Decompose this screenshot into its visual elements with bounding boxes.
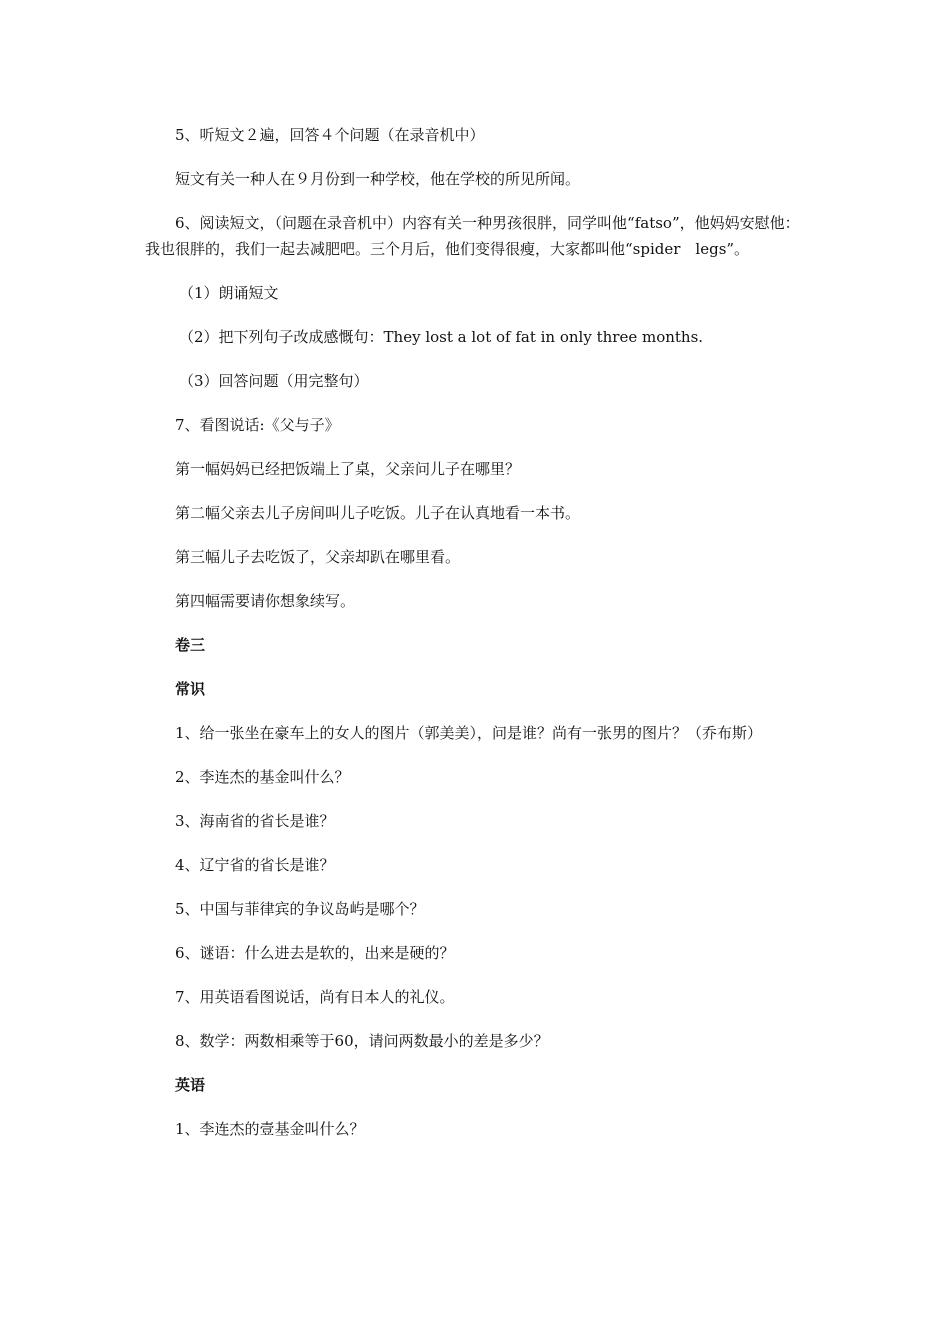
changshi-item: 8、数学：两数相乘等于60，请问两数最小的差是多少？: [175, 1032, 549, 1050]
reading-task-2: （2）把下列句子改成感慨句：They lost a lot of fat in only three months.: [179, 328, 704, 346]
picture-1-description: 第一幅妈妈已经把饭端上了桌，父亲问儿子在哪里？: [175, 460, 521, 478]
paragraph-listening-summary: 短文有关一种人在９月份到一种学校，他在学校的所见所闻。: [175, 170, 581, 188]
changshi-item: 5、中国与菲律宾的争议岛屿是哪个？: [175, 900, 425, 918]
changshi-item: 1、给一张坐在豪车上的女人的图片（郭美美），问是谁？尚有一张男的图片？（乔布斯）: [175, 724, 763, 742]
picture-2-description: 第二幅父亲去儿子房间叫儿子吃饭。儿子在认真地看一本书。: [175, 504, 581, 522]
changshi-item: 3、海南省的省长是谁？: [175, 812, 335, 830]
section-heading-juan3: 卷三: [175, 636, 206, 654]
reading-task-3: （3）回答问题（用完整句）: [179, 372, 369, 390]
picture-3-description: 第三幅儿子去吃饭了，父亲却趴在哪里看。: [175, 548, 461, 566]
section-heading-english: 英语: [175, 1076, 206, 1094]
reading-task-1: （1）朗诵短文: [179, 284, 279, 302]
document-body: [145, 122, 810, 1142]
paragraph-listening: 5、听短文２遍，回答４个问题（在录音机中）: [175, 126, 485, 144]
changshi-item: 7、用英语看图说话，尚有日本人的礼仪。: [175, 988, 455, 1006]
paragraph-picture-talk: 7、看图说话:《父与子》: [175, 416, 340, 434]
section-heading-changshi: 常识: [175, 680, 206, 698]
changshi-item: 6、谜语：什么进去是软的，出来是硬的？: [175, 944, 455, 962]
paragraph-reading: 6、阅读短文，（问题在录音机中）内容有关一种男孩很胖，同学叫他“fatso”，他妈妈安慰他：我也很胖的，我们一起去减肥吧。三个月后，他们变得很瘦，大家都叫他“spider legs”。: [145, 214, 800, 258]
changshi-item: 4、辽宁省的省长是谁？: [175, 856, 335, 874]
changshi-item: 2、李连杰的基金叫什么？: [175, 768, 350, 786]
picture-4-description: 第四幅需要请你想象续写。: [175, 592, 356, 610]
english-item: 1、李连杰的壹基金叫什么？: [175, 1120, 365, 1138]
